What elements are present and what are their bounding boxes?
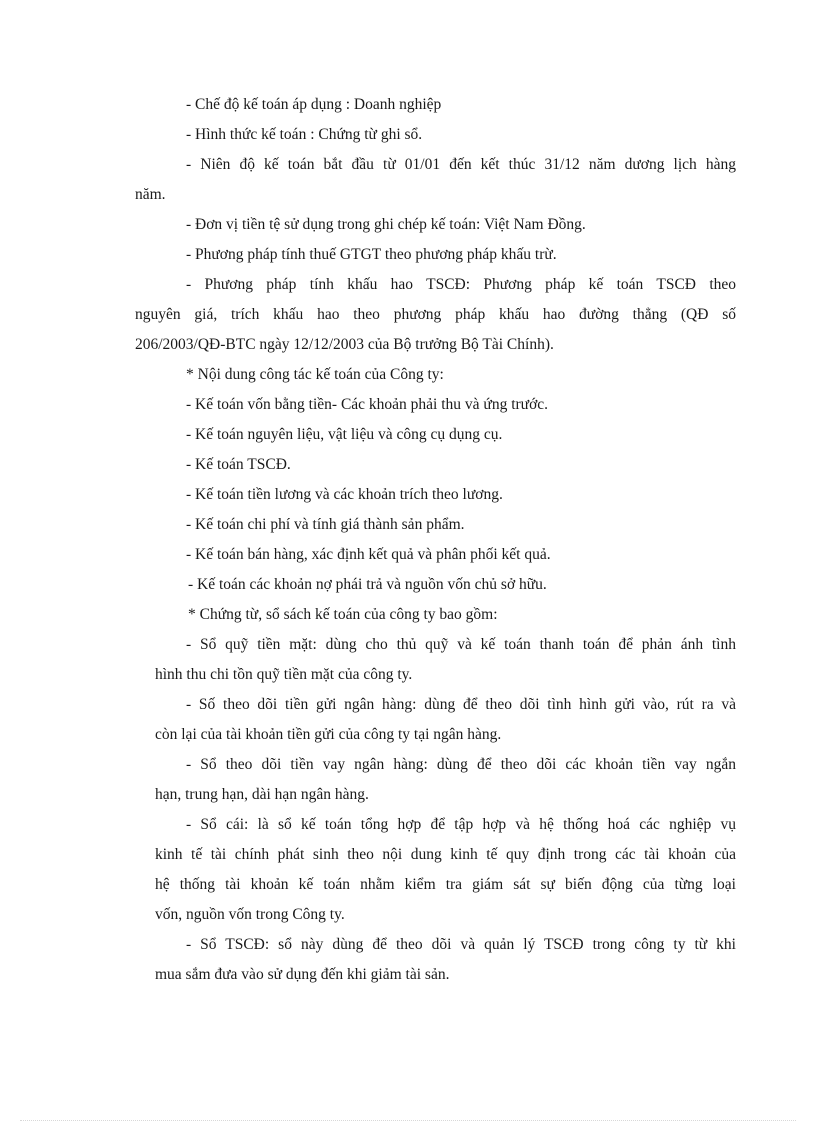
- section-heading-content: * Nội dung công tác kế toán của Công ty:: [186, 366, 444, 383]
- text-line-26: kinh tế tài chính phát sinh theo nội dung kinh tế quy định trong các tài khoản của: [155, 846, 736, 863]
- text-line-13: - Kế toán TSCĐ.: [186, 456, 291, 473]
- text-line-30: mua sắm đưa vào sử dụng đến khi giảm tài sản.: [155, 966, 450, 983]
- text-line-12: - Kế toán nguyên liệu, vật liệu và công cụ dụng cụ.: [186, 426, 503, 443]
- text-line-05: - Đơn vị tiền tệ sử dụng trong ghi chép kế toán: Việt Nam Đồng.: [186, 216, 586, 233]
- text-line-25: - Sổ cái: là sổ kế toán tổng hợp để tập hợp và hệ thống hoá các nghiệp vụ: [186, 816, 736, 833]
- text-line-03: - Niên độ kế toán bắt đầu từ 01/01 đến kết thúc 31/12 năm dương lịch hàng: [186, 156, 736, 173]
- text-line-23: - Sổ theo dõi tiền vay ngân hàng: dùng để theo dõi các khoản tiền vay ngắn: [186, 756, 736, 773]
- text-line-21: - Số theo dõi tiền gửi ngân hàng: dùng để theo dõi tình hình gửi vào, rút ra và: [186, 696, 736, 713]
- text-line-06: - Phương pháp tính thuế GTGT theo phương pháp khấu trừ.: [186, 246, 557, 263]
- text-line-20: hình thu chi tồn quỹ tiền mặt của công ty.: [155, 666, 413, 683]
- text-line-28: vốn, nguồn vốn trong Công ty.: [155, 906, 345, 923]
- text-line-11: - Kế toán vốn bằng tiền- Các khoản phải thu và ứng trước.: [186, 396, 549, 413]
- text-line-19: - Sổ quỹ tiền mặt: dùng cho thủ quỹ và kế toán thanh toán để phản ánh tình: [186, 636, 736, 653]
- text-line-02: - Hình thức kế toán : Chứng từ ghi sổ.: [186, 126, 423, 143]
- text-line-27: hệ thống tài khoản kế toán nhằm kiểm tra giám sát sự biến động của từng loại: [155, 876, 736, 893]
- text-line-09: 206/2003/QĐ-BTC ngày 12/12/2003 của Bộ trưởng Bộ Tài Chính).: [135, 336, 554, 353]
- text-line-14: - Kế toán tiền lương và các khoản trích theo lương.: [186, 486, 503, 503]
- page-bottom-divider: [20, 1120, 796, 1121]
- text-line-17: - Kế toán các khoản nợ phái trả và nguồn vốn chủ sở hữu.: [188, 576, 547, 593]
- text-line-04: năm.: [135, 186, 166, 203]
- text-line-24: hạn, trung hạn, dài hạn ngân hàng.: [155, 786, 369, 803]
- text-line-29: - Sổ TSCĐ: sổ này dùng để theo dõi và quản lý TSCĐ trong công ty từ khi: [186, 936, 736, 953]
- text-line-01: - Chế độ kế toán áp dụng : Doanh nghiệp: [186, 96, 442, 113]
- text-line-15: - Kế toán chi phí và tính giá thành sản phẩm.: [186, 516, 465, 533]
- text-line-22: còn lại của tài khoản tiền gửi của công ty tại ngân hàng.: [155, 726, 502, 743]
- text-line-08: nguyên giá, trích khấu hao theo phương pháp khấu hao đường thẳng (QĐ số: [135, 306, 736, 323]
- text-line-16: - Kế toán bán hàng, xác định kết quả và phân phối kết quả.: [186, 546, 551, 563]
- text-line-07: - Phương pháp tính khấu hao TSCĐ: Phương pháp kế toán TSCĐ theo: [186, 276, 736, 293]
- section-heading-vouchers: * Chứng từ, sổ sách kế toán của công ty bao gồm:: [188, 606, 498, 623]
